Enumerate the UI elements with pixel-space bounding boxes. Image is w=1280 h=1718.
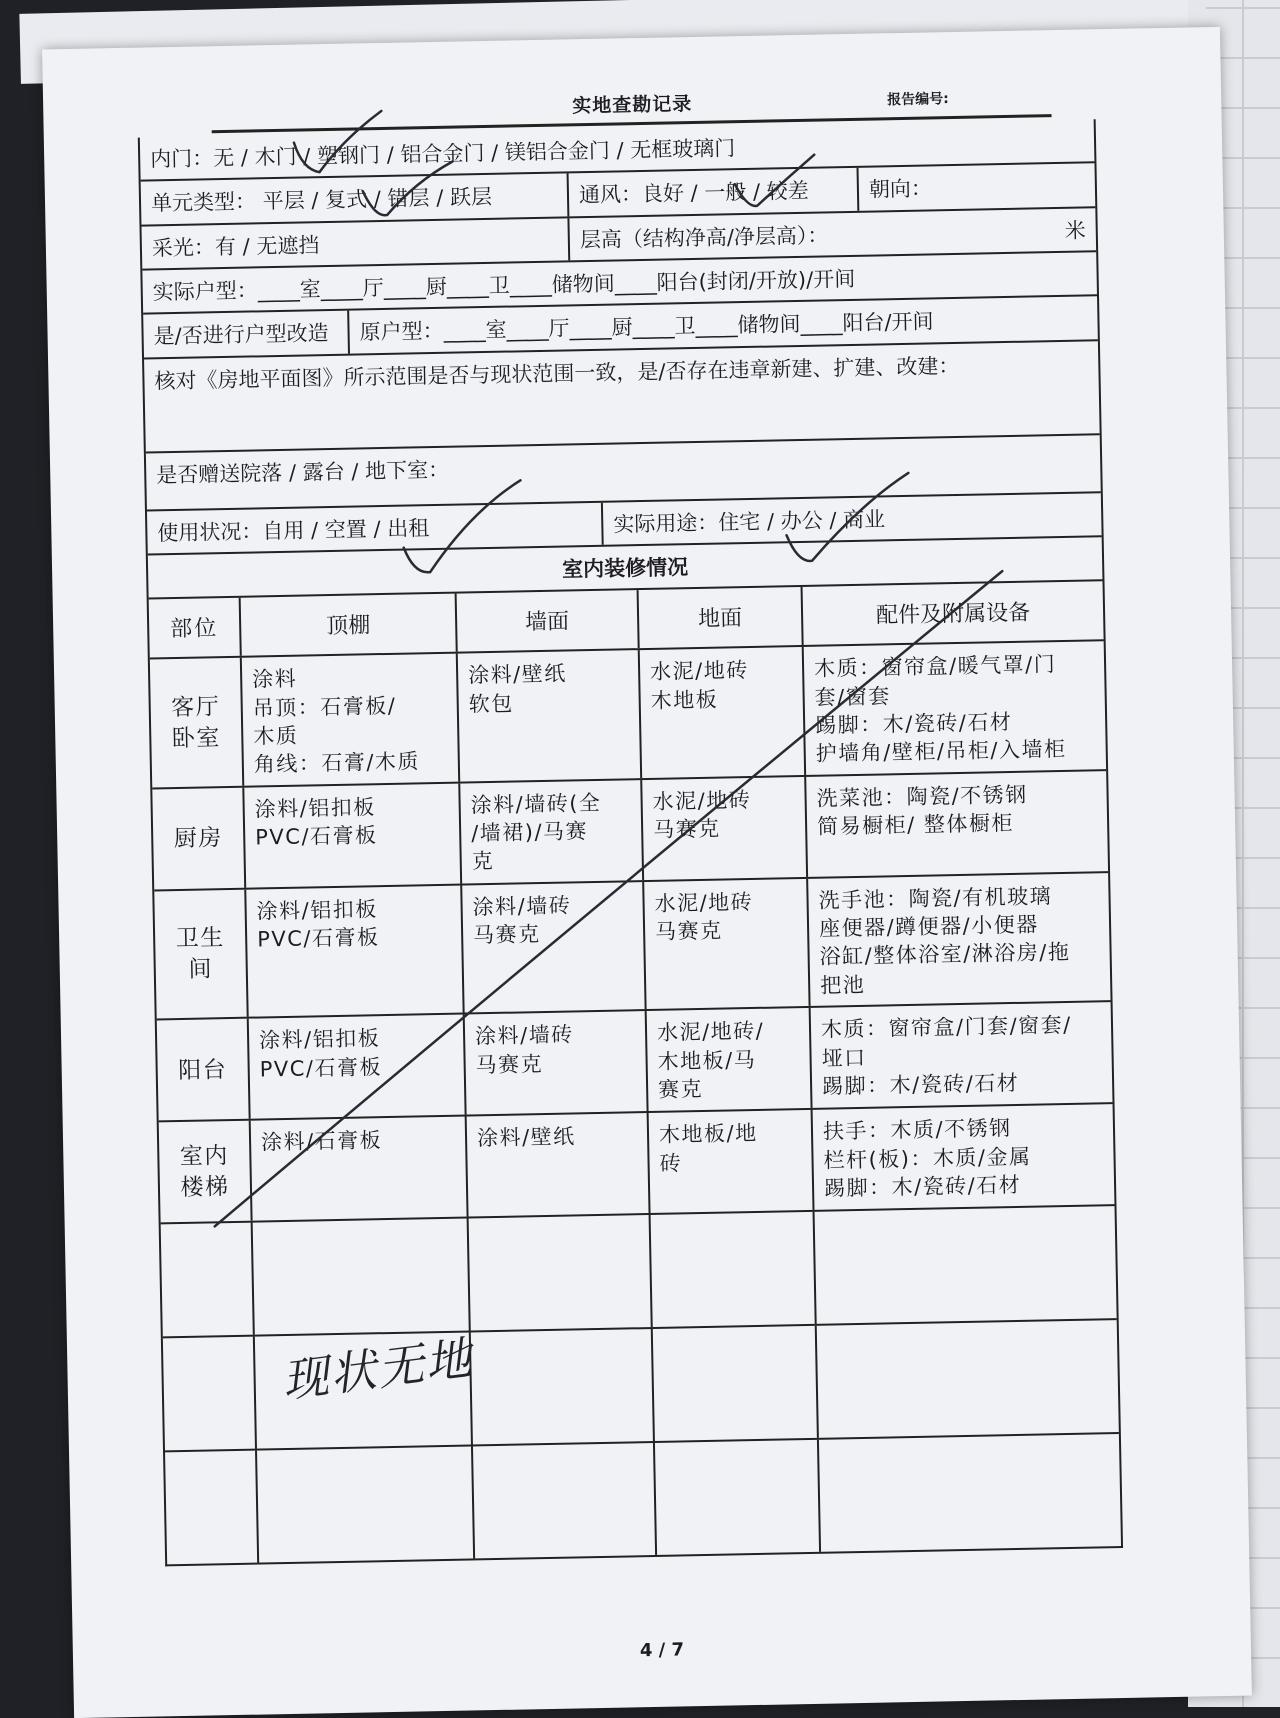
report-number-label: 报告编号: [887, 91, 949, 109]
table-row [152, 771, 1108, 891]
row-ceiling: 涂料/铝扣板 PVC/石膏板 [242, 783, 460, 887]
row-part: 阳台 [177, 1056, 228, 1084]
floor-height-cell [567, 208, 1096, 260]
table-row [150, 642, 1106, 790]
col-header-wall: 墙面 [455, 591, 638, 652]
row-part: 室内 楼梯 [179, 1143, 230, 1202]
col-header-ceiling: 顶棚 [239, 594, 456, 656]
blank-row [161, 1206, 1117, 1338]
row-fittings: 扶手：木质/不锈钢 栏杆(板)：木质/金属 踢脚：木/瓷砖/石材 [811, 1104, 1115, 1210]
orientation-field: 朝向： [857, 164, 1096, 211]
original-layout-field: 原户型：____室____厅____厨____卫____储物间____阳台/开间 [347, 297, 1098, 354]
row-wall: 涂料/墙砖(全 /墙裙)/马赛 克 [458, 780, 642, 883]
row-floor: 木地板/地 砖 [647, 1110, 813, 1213]
row-fittings: 洗菜池：陶瓷/不锈钢 简易橱柜/ 整体橱柜 [804, 771, 1108, 877]
row-floor: 水泥/地砖 马赛克 [642, 879, 808, 1009]
row-wall: 涂料/壁纸 [465, 1113, 649, 1216]
col-header-fittings: 配件及附属设备 [801, 582, 1104, 646]
survey-page [42, 27, 1252, 1718]
row-fittings: 洗手池：陶瓷/有机玻璃 座便器/蹲便器/小便器 浴缸/整体浴室/淋浴房/拖 把池 [806, 873, 1110, 1006]
page-number: 4 / 7 [639, 1639, 685, 1662]
row-fittings: 木质：窗帘盒/门套/窗套/ 垭口 踢脚：木/瓷砖/石材 [809, 1002, 1113, 1108]
blank-cell [813, 1206, 1117, 1324]
table-row [154, 873, 1110, 1021]
blank-cell [161, 1223, 253, 1337]
blank-cell [817, 1434, 1121, 1552]
gift-field: 是否赠送院落 / 露台 / 地下室： [156, 457, 450, 488]
ventilation-field: 通风：良好 / 一般 / 较差 [567, 168, 858, 216]
unit-type-field: 单元类型： 平层 / 复式 / 错层 / 跃层 [150, 185, 493, 216]
row-wall: 涂料/墙砖 马赛克 [463, 1011, 647, 1114]
blank-cell [653, 1440, 819, 1555]
col-header-floor: 地面 [637, 587, 802, 648]
handwritten-note: 现状无地 [279, 1330, 477, 1408]
decoration-title: 室内装修情况 [561, 555, 689, 582]
row-ceiling: 涂料/石膏板 [249, 1117, 467, 1221]
actual-layout-field: 实际户型：____室____厅____厨____卫____储物间____阳台(封闭/开放)/开间 [152, 266, 856, 305]
blank-cell [651, 1326, 817, 1441]
blank-cell [815, 1320, 1119, 1438]
door-field: 内门：无 / 木门 / 塑钢门 / 铝合金门 / 镁铝合金门 / 无框玻璃门 [149, 136, 736, 172]
row-ceiling: 涂料/铝扣板 PVC/石膏板 [247, 1015, 465, 1119]
blank-row [165, 1434, 1121, 1564]
lighting-field: 采光：有 / 无遮挡 [151, 232, 320, 261]
floor-height-field: 层高（结构净高/净层高）： [579, 223, 829, 252]
blank-cell [467, 1215, 651, 1330]
row-ceiling: 涂料/铝扣板 PVC/石膏板 [244, 885, 462, 1016]
blank-cell [471, 1443, 655, 1558]
row-part: 厨房 [173, 825, 224, 853]
row-floor: 水泥/地砖 马赛克 [640, 777, 806, 880]
renovation-field: 是/否进行户型改造 [153, 321, 329, 349]
row-fittings: 木质：窗帘盒/暖气罩/门 套/窗套 踢脚：木/瓷砖/石材 护墙角/壁柜/吊柜/入墙柜 [802, 642, 1106, 775]
row-floor: 水泥/地砖/ 木地板/马 赛克 [645, 1008, 811, 1111]
row-wall: 涂料/墙砖 马赛克 [460, 882, 644, 1013]
blank-cell [165, 1451, 257, 1565]
blank-cell [649, 1212, 815, 1327]
row-ceiling: 涂料 吊顶：石膏板/ 木质 角线：石膏/木质 [240, 654, 458, 785]
row-wall: 涂料/壁纸 软包 [456, 651, 640, 782]
table-row [159, 1104, 1115, 1224]
verify-field: 核对《房地平面图》所示范围是否与现状范围一致，是/否存在违章新建、扩建、改建： [154, 353, 960, 394]
actual-use-field: 实际用途：住宅 / 办公 / 商业 [601, 493, 1102, 545]
floor-height-unit: 米 [1064, 218, 1086, 243]
row-part: 卫生 间 [175, 925, 225, 984]
table-row [157, 1002, 1113, 1122]
blank-cell [251, 1219, 469, 1335]
row-part: 客厅 卧室 [171, 694, 222, 753]
blank-cell [163, 1337, 255, 1451]
row-floor: 水泥/地砖 木地板 [638, 647, 804, 777]
blank-cell [255, 1447, 473, 1563]
usage-field: 使用状况：自用 / 空置 / 出租 [157, 515, 430, 546]
col-header-part: 部位 [169, 615, 219, 642]
document-title: 实地查勘记录 [572, 92, 693, 118]
blank-cell [469, 1329, 653, 1444]
verify-row [144, 341, 1100, 453]
